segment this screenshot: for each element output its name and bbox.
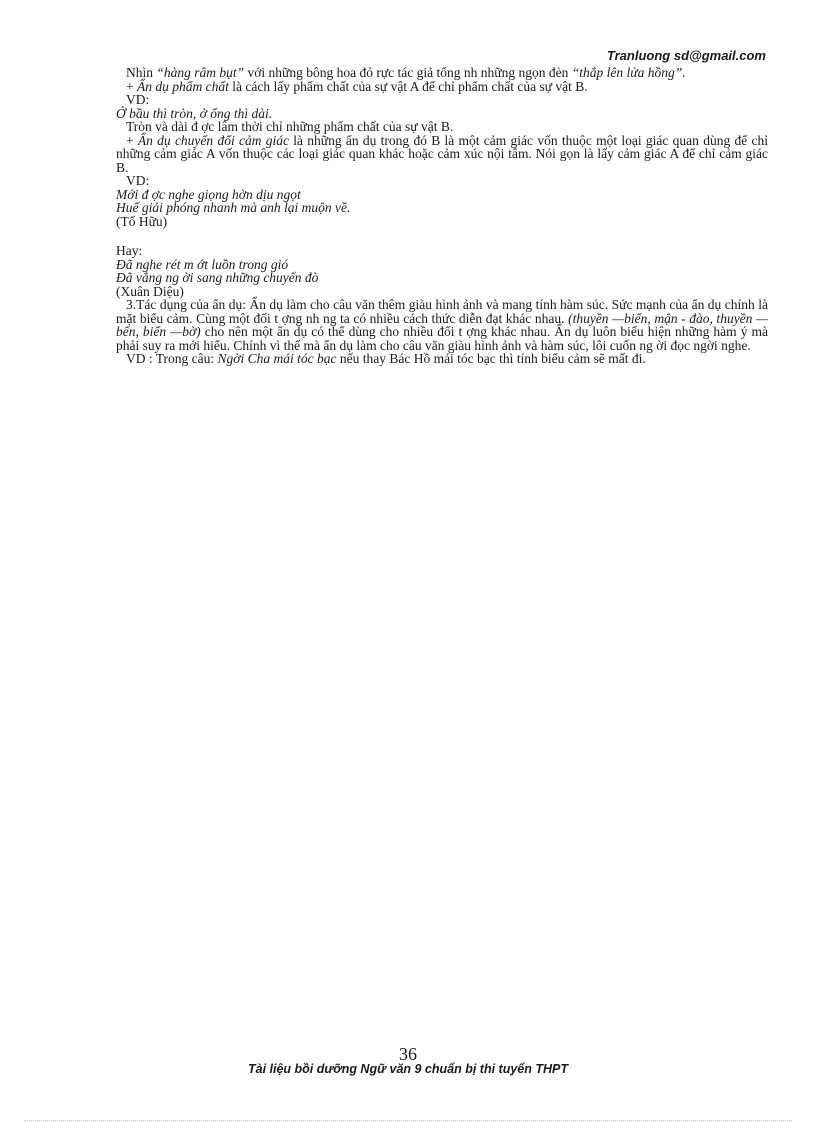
text-run: là cách lấy phẩm chất của sự vật A để chỉ phẩm chất của sự vật B. bbox=[228, 78, 588, 94]
paragraph-6 bbox=[116, 352, 768, 366]
paragraph-4 bbox=[116, 134, 768, 175]
italic-examples: (thuyền —biển, mận - đào, thuyền —bến, biển —bờ) bbox=[116, 310, 769, 339]
poem-1-author: (Tố Hữu) bbox=[116, 213, 168, 229]
poem-2-line-2: Đã vắng ng ời sang những chuyến đò bbox=[116, 270, 319, 285]
term: Ẩn dụ phẩm chất bbox=[137, 78, 229, 94]
text-run: nếu thay Bác Hồ mái tóc bạc thì tính biểu cảm sẽ mất đi. bbox=[336, 351, 646, 366]
header-email: Tranluong sd@gmail.com bbox=[606, 48, 766, 63]
text-run: với những bông hoa đỏ rực tác giả tổng nh những ngọn đèn bbox=[244, 65, 572, 80]
paragraph-2 bbox=[116, 80, 768, 94]
text-run: Nhìn bbox=[126, 65, 157, 80]
paragraph-1 bbox=[116, 66, 768, 80]
text-run: VD : Trong câu: bbox=[126, 351, 218, 366]
text-run: 3.Tác dụng của ẩn dụ: Ẩn dụ làm cho câu văn thêm giàu hình ảnh và mang tính hàm súc. Sức mạnh của ẩn dụ chính là mặt biểu cảm. Cùng một đối t ợng nh ng ta có nhiều cách thức diễn đạt khác nhau. bbox=[116, 297, 768, 326]
poem-1-line-1: Mới đ ợc nghe giọng hờn dịu ngọt bbox=[116, 186, 301, 202]
spacer bbox=[116, 228, 768, 244]
poem-1-line-2: Huế giải phóng nhanh mà anh lại muộn về. bbox=[116, 200, 351, 215]
italic-quote: “hàng râm bụt” bbox=[156, 65, 245, 80]
hay-label: Hay: bbox=[116, 243, 143, 258]
example-1: Ở bầu thì tròn, ở ống thì dài. bbox=[116, 105, 273, 121]
paragraph-5 bbox=[116, 298, 768, 352]
footer-title: Tài liệu bồi dưỡng Ngữ văn 9 chuẩn bị thi tuyển THPT bbox=[247, 1062, 568, 1076]
term: Ẩn dụ chuyển đổi cảm giác bbox=[137, 132, 289, 148]
text-run: là những ẩn dụ trong đó B là một cảm giác vốn thuộc một loại giác quan dùng để chỉ những cảm giác A vốn thuộc các loại giác quan khác hoặc cảm xúc nội tâm. Nói gọn là lấy cảm giác A để chỉ cảm giác B. bbox=[116, 132, 768, 175]
text-run: + bbox=[126, 78, 137, 94]
bottom-divider bbox=[24, 1120, 792, 1121]
paragraph-3: Tròn và dài đ ợc lâm thời chỉ những phẩm chất của sự vật B. bbox=[126, 119, 454, 134]
italic-quote: “thắp lên lửa hồng”. bbox=[571, 65, 686, 80]
poem-2-author: (Xuân Diệu) bbox=[116, 283, 184, 299]
text-run: cho nên một ẩn dụ có thể dùng cho nhiều đối t ợng khác nhau. Ẩn dụ luôn biểu hiện những hàm ý mà phải suy ra mới hiểu. Chính vì thế mà ẩn dụ làm cho câu văn giàu hình ảnh và hàm súc, lôi cuốn ng ời đọc ngời nghe. bbox=[116, 324, 768, 353]
body-text bbox=[116, 66, 768, 366]
vd-label-1: VD: bbox=[126, 92, 150, 107]
italic-example: Ngời Cha mái tóc bạc bbox=[217, 351, 337, 366]
text-run: + bbox=[126, 132, 138, 148]
page-number: 36 bbox=[399, 1044, 417, 1064]
poem-2-line-1: Đã nghe rét m ớt luồn trong gió bbox=[116, 256, 289, 272]
vd-label-2: VD: bbox=[126, 173, 150, 188]
